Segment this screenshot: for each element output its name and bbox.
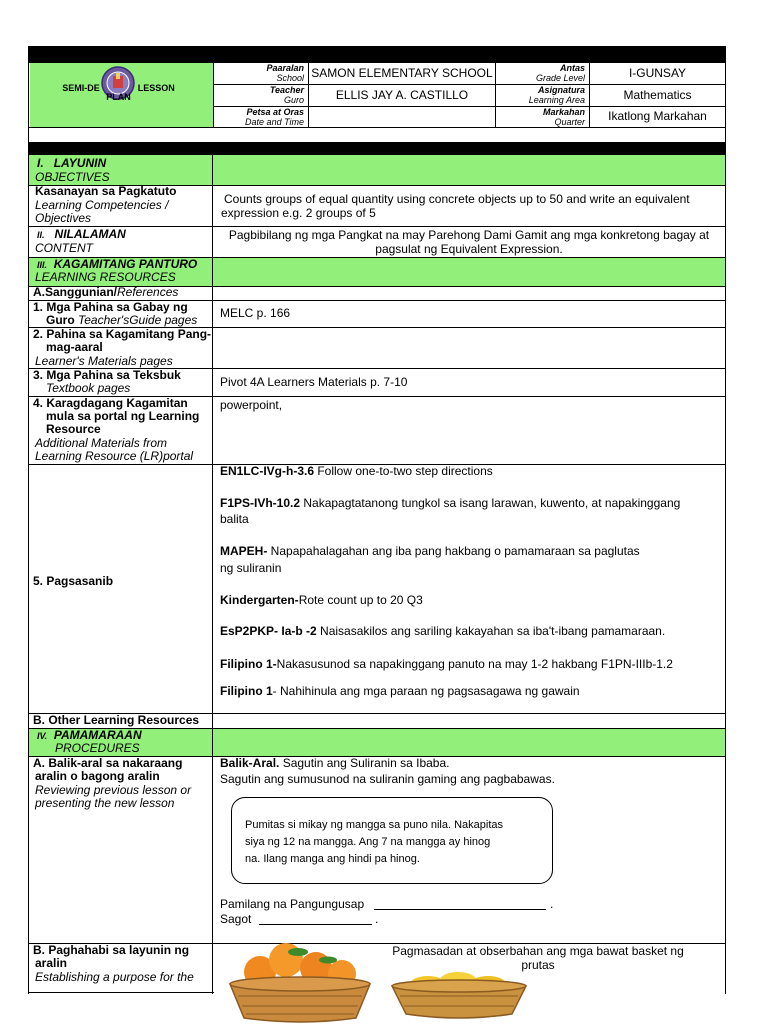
competencies-label-en2: Objectives — [35, 211, 92, 225]
other-resources-label: B. Other Learning Resources — [33, 713, 200, 727]
review-heading: Balik-Aral. Sagutin ang Suliranin sa Ibaba. — [220, 756, 450, 770]
purpose-label: B. Paghahabi sa layunin ng — [33, 943, 190, 957]
content-heading: II. NILALAMAN — [37, 227, 126, 241]
content-value: Pagbibilang ng mga Pangkat na may Parehong Dami Gamit ang mga konkretong bagay at — [228, 228, 710, 242]
answer-label: Sagot — [220, 912, 252, 926]
review-label-en2: presenting the new lesson — [35, 796, 175, 810]
additional-materials-label-en: Additional Materials from — [35, 436, 168, 450]
subject-value: Mathematics — [623, 88, 692, 102]
grade-value: I-GUNSAY — [628, 66, 687, 80]
purpose-label-2: aralin — [35, 956, 68, 970]
review-instruction: Sagutin ang sumusunod na suliranin gaming ang pagbabawas. — [220, 772, 555, 786]
competencies-value: Counts groups of equal quantity using concrete objects up to 50 and write an equivalent — [224, 192, 690, 206]
integration-item-cont: ng suliranin — [220, 561, 282, 575]
answer-period: . — [375, 912, 379, 926]
lesson-plan-title: SEMI-DE LESSON — [62, 83, 175, 93]
guide-pages-label-2: Guro Teacher'sGuide pages — [46, 313, 198, 327]
review-label: A. Balik-aral sa nakaraang — [33, 756, 183, 770]
school-value: SAMON ELEMENTARY SCHOOL — [311, 66, 493, 80]
review-label-en: Reviewing previous lesson or — [35, 783, 192, 797]
additional-materials-label-2: mula sa portal ng Learning — [46, 409, 200, 423]
quarter-label-en: Quarter — [554, 117, 585, 127]
integration-item: MAPEH- Napapahalagahan ang iba pang hakbang o pamamaraan sa paglutas — [220, 544, 640, 558]
guide-pages-value: MELC p. 166 — [220, 306, 291, 320]
word-problem-line: siya ng 12 na mangga. Ang 7 na mangga ay hinog — [245, 836, 491, 848]
additional-materials-label: 4. Karagdagang Kagamitan — [33, 396, 188, 410]
number-sentence-label: Pamilang na Pangungusap — [220, 897, 365, 911]
resources-heading: III. KAGAMITANG PANTURO — [37, 257, 198, 271]
integration-item: EN1LC-IVg-h-3.6 Follow one-to-two step directions — [220, 464, 493, 478]
references-label: A.Sanggunian/References — [33, 285, 179, 299]
additional-materials-label-en2: Learning Resource (LR)portal — [35, 449, 194, 463]
procedures-heading: IV. PAMAMARAAN — [37, 728, 142, 742]
integration-item-cont: balita — [220, 512, 249, 526]
lesson-body-table — [28, 154, 726, 994]
content-value-2: pagsulat ng Equivalent Expression. — [375, 242, 563, 256]
objectives-heading-en: OBJECTIVES — [35, 170, 110, 184]
integration-item: Kindergarten-Rote count up to 20 Q3 — [220, 593, 423, 607]
textbook-pages-value: Pivot 4A Learners Materials p. 7-10 — [220, 375, 408, 389]
lesson-plan-title-line2: PLAN — [106, 92, 131, 102]
review-label-2: aralin o bagong aralin — [35, 769, 160, 783]
teacher-label-en: Guro — [283, 95, 304, 105]
competencies-label-en: Learning Competencies / — [35, 198, 169, 212]
word-problem-line: na. Ilang manga ang hindi pa hinog. — [245, 853, 420, 865]
subject-label-en: Learning Area — [528, 95, 585, 105]
answer-blank[interactable] — [259, 924, 372, 925]
lm-pages-label-2: mag-aaral — [46, 340, 103, 354]
resources-heading-en: LEARNING RESOURCES — [35, 270, 176, 284]
word-problem-line: Pumitas si mikay ng mangga sa puno nila. Nakapitas — [245, 819, 504, 831]
guide-pages-label: 1. Mga Pahina sa Gabay ng — [33, 300, 188, 314]
teacher-value: ELLIS JAY A. CASTILLO — [335, 88, 469, 102]
lm-pages-label-en: Learner's Materials pages — [35, 354, 173, 368]
textbook-pages-label: 3. Mga Pahina sa Teksbuk — [33, 368, 181, 382]
orange-basket-image — [224, 938, 376, 1024]
school-label: Paaralan — [266, 63, 304, 73]
header-table — [28, 62, 726, 142]
integration-item: Filipino 1- Nahihinula ang mga paraan ng pagsasagawa ng gawain — [220, 684, 580, 698]
subject-label: Asignatura — [537, 85, 585, 95]
number-sentence-blank[interactable] — [374, 909, 546, 910]
quarter-value: Ikatlong Markahan — [608, 109, 707, 123]
content-heading-en: CONTENT — [35, 241, 93, 255]
procedures-heading-en: PROCEDURES — [55, 741, 140, 755]
date-label: Petsa at Oras — [246, 107, 304, 117]
purpose-label-en: Establishing a purpose for the — [35, 970, 194, 984]
integration-item: EsP2PKP- Ia-b -2 Naisasakilos ang sariling kakayahan sa iba't-ibang pamamaraan. — [220, 624, 666, 638]
competencies-label: Kasanayan sa Pagkatuto — [35, 184, 177, 198]
lm-pages-label: 2. Pahina sa Kagamitang Pang- — [33, 327, 212, 341]
mango-basket-image — [388, 964, 530, 1024]
objectives-heading: I. LAYUNIN — [37, 156, 107, 170]
teacher-label: Teacher — [269, 85, 304, 95]
textbook-pages-label-en: Textbook pages — [46, 381, 131, 395]
integration-label: 5. Pagsasanib — [33, 574, 114, 588]
integration-item: F1PS-IVh-10.2 Nakapagtatanong tungkol sa isang larawan, kuwento, at napakinggang — [220, 496, 681, 510]
integration-item: Filipino 1-Nakasusunod sa napakinggang panuto na may 1-2 hakbang F1PN-IIIb-1.2 — [220, 657, 673, 671]
word-problem-box — [231, 797, 553, 884]
grade-label-en: Grade Level — [535, 73, 585, 83]
additional-materials-label-3: Resource — [46, 422, 101, 436]
top-black-bar — [28, 46, 726, 62]
date-label-en: Date and Time — [245, 117, 304, 127]
purpose-instruction-2: prutas — [521, 958, 555, 972]
purpose-instruction: Pagmasadan at obserbahan ang mga bawat basket ng — [392, 944, 684, 958]
competencies-value-2: expression e.g. 2 groups of 5 — [221, 206, 376, 220]
grade-label: Antas — [559, 63, 585, 73]
header-bottom-bar — [28, 142, 726, 154]
additional-materials-value: powerpoint, — [220, 398, 283, 412]
number-sentence-period: . — [550, 897, 554, 911]
quarter-label: Markahan — [542, 107, 585, 117]
school-label-en: School — [276, 73, 304, 83]
